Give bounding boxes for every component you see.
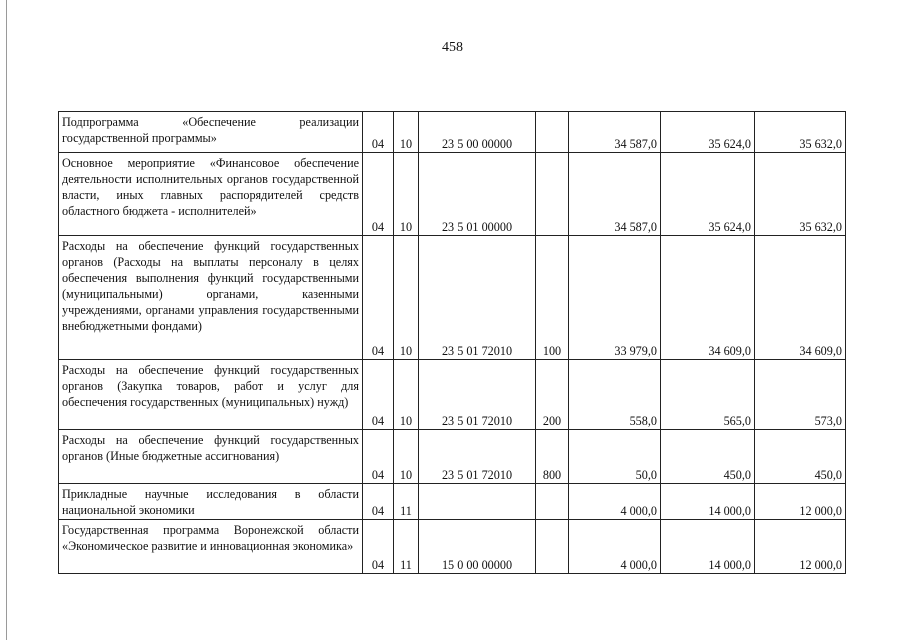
cell-name: Государственная программа Воронежской области «Экономическое развитие и инновационная экономика» [59, 520, 363, 574]
cell-target-article: 23 5 01 72010 [419, 430, 536, 484]
cell-amount-year-1: 558,0 [569, 360, 661, 430]
cell-amount-year-1: 50,0 [569, 430, 661, 484]
cell-amount-year-2: 14 000,0 [661, 520, 755, 574]
cell-section: 04 [363, 430, 394, 484]
cell-target-article [419, 484, 536, 520]
cell-section: 04 [363, 360, 394, 430]
budget-table [58, 111, 846, 574]
cell-subsection: 10 [394, 153, 419, 236]
cell-expense-type: 100 [536, 236, 569, 360]
cell-amount-year-2: 35 624,0 [661, 153, 755, 236]
cell-target-article: 15 0 00 00000 [419, 520, 536, 574]
cell-amount-year-1: 4 000,0 [569, 484, 661, 520]
cell-amount-year-3: 34 609,0 [755, 236, 846, 360]
cell-name: Подпрограмма «Обеспечение реализации государственной программы» [59, 112, 363, 153]
cell-amount-year-1: 4 000,0 [569, 520, 661, 574]
cell-subsection: 11 [394, 520, 419, 574]
cell-amount-year-3: 573,0 [755, 360, 846, 430]
cell-amount-year-3: 35 632,0 [755, 153, 846, 236]
table-row [59, 360, 846, 430]
cell-name: Расходы на обеспечение функций государственных органов (Иные бюджетные ассигнования) [59, 430, 363, 484]
cell-subsection: 10 [394, 236, 419, 360]
cell-amount-year-2: 34 609,0 [661, 236, 755, 360]
cell-amount-year-1: 34 587,0 [569, 112, 661, 153]
cell-amount-year-3: 35 632,0 [755, 112, 846, 153]
cell-section: 04 [363, 112, 394, 153]
page-edge-line [6, 0, 7, 640]
cell-amount-year-2: 35 624,0 [661, 112, 755, 153]
table-row [59, 112, 846, 153]
cell-amount-year-1: 34 587,0 [569, 153, 661, 236]
cell-expense-type [536, 520, 569, 574]
cell-amount-year-2: 450,0 [661, 430, 755, 484]
cell-name: Расходы на обеспечение функций государственных органов (Расходы на выплаты персоналу в целях обеспечения выполнения функций государственными (муниципальными) органами, казенными учреждениями, органами управления государственными внебюджетными фондами) [59, 236, 363, 360]
cell-expense-type [536, 484, 569, 520]
cell-expense-type [536, 112, 569, 153]
cell-expense-type [536, 153, 569, 236]
cell-target-article: 23 5 00 00000 [419, 112, 536, 153]
cell-subsection: 10 [394, 360, 419, 430]
cell-section: 04 [363, 520, 394, 574]
cell-name: Прикладные научные исследования в области национальной экономики [59, 484, 363, 520]
cell-name: Расходы на обеспечение функций государственных органов (Закупка товаров, работ и услуг для обеспечения государственных (муниципальных) нужд) [59, 360, 363, 430]
cell-target-article: 23 5 01 72010 [419, 236, 536, 360]
table-row [59, 430, 846, 484]
table-row [59, 236, 846, 360]
cell-amount-year-2: 14 000,0 [661, 484, 755, 520]
table-row [59, 484, 846, 520]
cell-target-article: 23 5 01 00000 [419, 153, 536, 236]
cell-section: 04 [363, 236, 394, 360]
table-row [59, 520, 846, 574]
cell-amount-year-3: 12 000,0 [755, 484, 846, 520]
cell-amount-year-1: 33 979,0 [569, 236, 661, 360]
cell-amount-year-2: 565,0 [661, 360, 755, 430]
cell-amount-year-3: 12 000,0 [755, 520, 846, 574]
cell-subsection: 11 [394, 484, 419, 520]
cell-expense-type: 200 [536, 360, 569, 430]
cell-subsection: 10 [394, 112, 419, 153]
table-row [59, 153, 846, 236]
cell-expense-type: 800 [536, 430, 569, 484]
page-number: 458 [442, 40, 463, 55]
cell-section: 04 [363, 153, 394, 236]
cell-subsection: 10 [394, 430, 419, 484]
cell-amount-year-3: 450,0 [755, 430, 846, 484]
cell-section: 04 [363, 484, 394, 520]
cell-target-article: 23 5 01 72010 [419, 360, 536, 430]
cell-name: Основное мероприятие «Финансовое обеспечение деятельности исполнительных органов государственной власти, иных главных распорядителей средств областного бюджета - исполнителей» [59, 153, 363, 236]
